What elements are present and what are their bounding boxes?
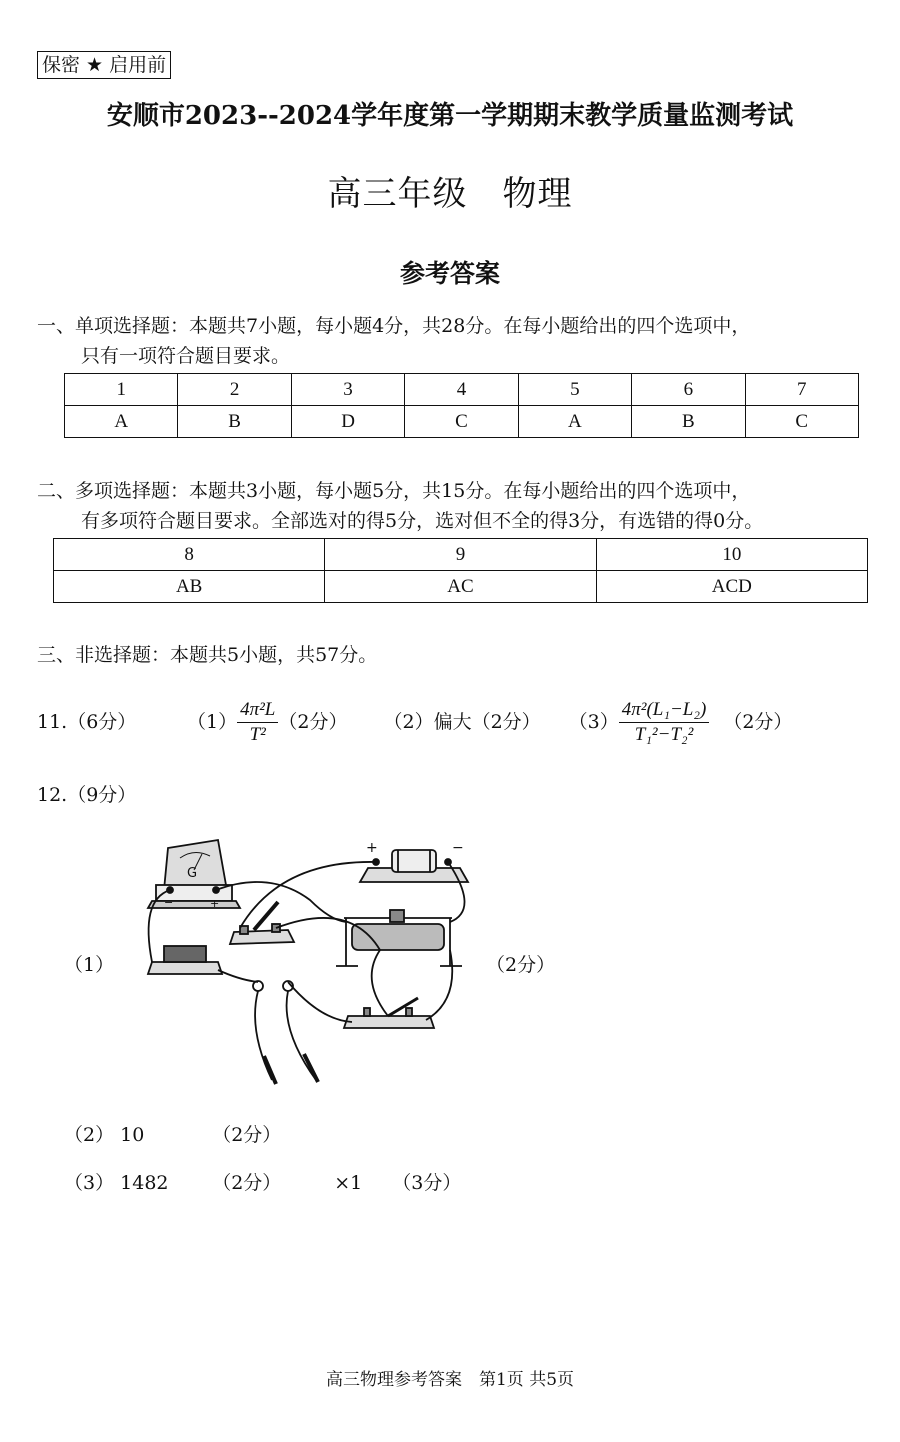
- section2-answer-table: [53, 538, 868, 603]
- q12-part3-label: （3）: [64, 1172, 115, 1194]
- question-number: 9: [325, 539, 596, 571]
- question-number: 4: [405, 374, 518, 406]
- question-number: 6: [632, 374, 745, 406]
- table-row: [65, 406, 859, 438]
- question-number: 2: [178, 374, 291, 406]
- answer-cell: B: [178, 406, 291, 438]
- question-11: [37, 692, 792, 752]
- q12-part1-score: （2分）: [486, 954, 556, 976]
- q11-part1-label: （1）: [187, 711, 238, 733]
- fraction-denominator: T₁²−T₂²: [634, 723, 694, 745]
- q12-part3-score2: （3分）: [392, 1172, 462, 1194]
- answer-cell: A: [518, 406, 631, 438]
- battery-minus-label: −: [452, 840, 464, 856]
- q12-part3: [64, 1168, 461, 1198]
- galvanometer-label: G: [187, 866, 198, 881]
- q12-part2-value: 10: [120, 1124, 145, 1146]
- section3-instructions: 三、非选择题：本题共5小题，共57分。: [37, 644, 378, 666]
- question-number: 5: [518, 374, 631, 406]
- q11-part3-score: （2分）: [723, 711, 793, 733]
- section2-line2: 有多项符合题目要求。全部选对的得5分，选对但不全的得3分，有选错的得0分。: [81, 510, 764, 532]
- circuit-diagram: [130, 830, 480, 1100]
- page-footer: 高三物理参考答案 第1页 共5页: [325, 1370, 575, 1390]
- table-row: [54, 539, 868, 571]
- section2-line1: 二、多项选择题：本题共3小题，每小题5分，共15分。在每小题给出的四个选项中，: [37, 480, 751, 502]
- q12-part2: [64, 1120, 281, 1150]
- resistor-box-icon: [148, 946, 222, 974]
- answer-cell: C: [745, 406, 858, 438]
- table-row: [65, 374, 859, 406]
- q11-label: 11.（6分）: [37, 711, 137, 733]
- battery-plus-label: +: [366, 840, 378, 856]
- answer-cell: ACD: [596, 571, 867, 603]
- question-number: 7: [745, 374, 858, 406]
- answer-heading: 参考答案: [399, 259, 500, 288]
- q12-part2-score: （2分）: [212, 1124, 282, 1146]
- meter-plus-label: +: [210, 897, 220, 910]
- q11-part3-label: （3）: [568, 711, 619, 733]
- answer-cell: D: [291, 406, 404, 438]
- meter-minus-label: −: [164, 896, 174, 909]
- q11-part3-fraction: [619, 698, 710, 747]
- fraction-denominator: T²: [249, 723, 266, 745]
- fraction-numerator: 4π²L: [237, 698, 278, 723]
- section1-instructions: [37, 311, 750, 371]
- q12-part3-value2: ×1: [334, 1172, 363, 1194]
- answer-cell: AC: [325, 571, 596, 603]
- q12-label: 12.（9分）: [37, 784, 137, 806]
- probe-terminal-icon: [253, 981, 263, 991]
- section2-instructions: [37, 476, 763, 536]
- q12-part1-label: （1）: [64, 954, 115, 976]
- section1-answer-table: [64, 373, 859, 438]
- answer-cell: C: [405, 406, 518, 438]
- q11-part1-score: （2分）: [278, 711, 348, 733]
- answer-cell: AB: [54, 571, 325, 603]
- table-row: [54, 571, 868, 603]
- bottom-switch-icon: [344, 998, 434, 1028]
- exam-title: 安顺市2023--2024学年度第一学期期末教学质量监测考试: [106, 101, 794, 131]
- section1-line2: 只有一项符合题目要求。: [81, 345, 291, 367]
- answer-cell: B: [632, 406, 745, 438]
- confidential-stamp: 保密 ★ 启用前: [37, 51, 171, 79]
- q11-part1-fraction: [237, 698, 278, 747]
- question-number: 1: [65, 374, 178, 406]
- exam-subtitle: 高三年级 物理: [327, 174, 573, 214]
- question-number: 3: [291, 374, 404, 406]
- fraction-numerator: 4π²(L₁−L₂): [619, 698, 710, 723]
- q12-part2-label: （2）: [64, 1124, 115, 1146]
- q11-part2: （2）偏大（2分）: [383, 711, 541, 733]
- rheostat-icon: [336, 910, 462, 966]
- answer-cell: A: [65, 406, 178, 438]
- question-number: 10: [596, 539, 867, 571]
- question-number: 8: [54, 539, 325, 571]
- q12-part3-value: 1482: [120, 1172, 169, 1194]
- q12-part3-score: （2分）: [212, 1172, 282, 1194]
- section1-line1: 一、单项选择题：本题共7小题，每小题4分，共28分。在每小题给出的四个选项中，: [37, 315, 751, 337]
